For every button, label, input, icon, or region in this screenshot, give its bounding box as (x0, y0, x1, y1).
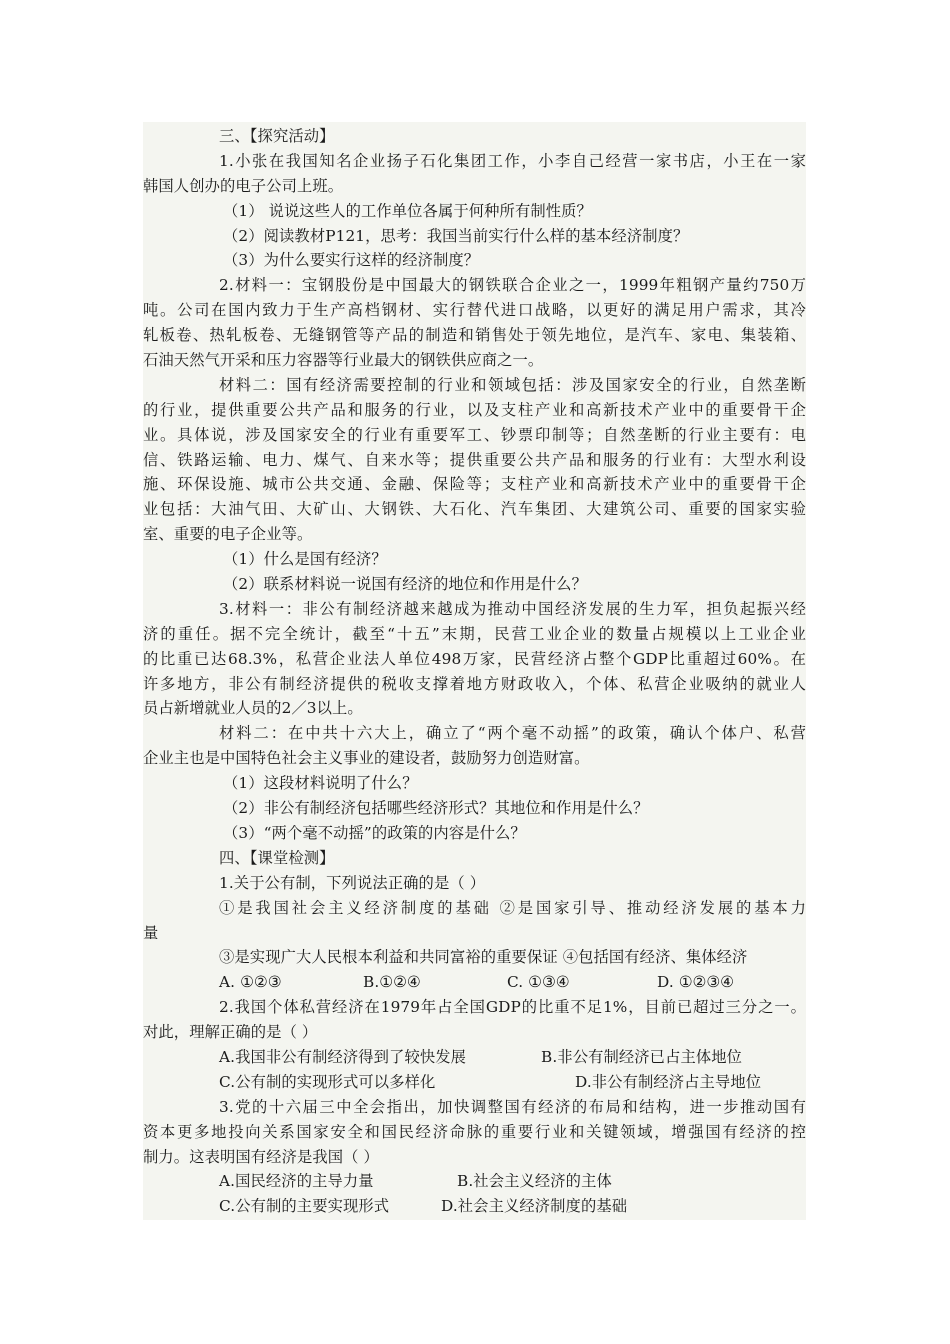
material-text: 济的重任。据不完全统计，截至“十五”末期，民营工业企业的数量占规模以上工业企业 (143, 624, 806, 643)
sub-question: （2）非公有制经济包括哪些经济形式？其地位和作用是什么？ (223, 799, 649, 818)
question-stem: 2.我国个体私营经济在1979年占全国GDP的比重不足1%，目前已超过三分之一。 (219, 998, 806, 1017)
options-row (143, 1169, 806, 1194)
material-text: 石油天然气开采和压力容器等行业最大的钢铁供应商之一。 (143, 351, 544, 370)
sub-question: （1）这段材料说明了什么？ (223, 774, 418, 793)
question-stem: 对此，理解正确的是（ ） (143, 1023, 318, 1042)
option-a[interactable]: A.我国非公有制经济得到了较快发展 (219, 1047, 467, 1066)
options-row (143, 1070, 806, 1095)
option-d[interactable]: D.社会主义经济制度的基础 (441, 1197, 628, 1216)
sub-question: （1） 说说这些人的工作单位各属于何种所有制性质？ (223, 201, 592, 220)
material-text: 材料二：在中共十六大上，确立了“两个毫不动摇”的政策，确认个体户、私营 (219, 724, 806, 743)
sub-question: （3）为什么要实行这样的经济制度？ (223, 251, 480, 270)
question-stem: 资本更多地投向关系国家安全和国民经济命脉的重要行业和关键领域，增强国有经济的控 (143, 1122, 806, 1141)
material-text: 2.材料一：宝钢股份是中国最大的钢铁联合企业之一，1999年粗钢产量约750万 (219, 276, 806, 295)
material-text: 材料二：国有经济需要控制的行业和领域包括：涉及国家安全的行业，自然垄断 (219, 375, 806, 394)
material-text: 轧板卷、热轧板卷、无缝钢管等产品的制造和销售处于领先地位，是汽车、家电、集装箱、 (143, 326, 806, 345)
question-stem: 1.关于公有制，下列说法正确的是（ ） (219, 873, 486, 892)
option-c[interactable]: C.公有制的实现形式可以多样化 (219, 1072, 436, 1091)
option-b[interactable]: B.非公有制经济已占主体地位 (541, 1047, 743, 1066)
material-text: 员占新增就业人员的2／3以上。 (143, 699, 363, 718)
material-text: 许多地方，非公有制经济提供的税收支撑着地方财政收入，个体、私营企业吸纳的就业人 (143, 674, 806, 693)
sub-question: （2）阅读教材P121，思考：我国当前实行什么样的基本经济制度？ (223, 226, 689, 245)
option-c[interactable]: C. ①③④ (507, 973, 570, 992)
option-b[interactable]: B.①②④ (363, 973, 421, 992)
material-text: 3.材料一：非公有制经济越来越成为推动中国经济发展的生力军，担负起振兴经 (219, 599, 806, 618)
material-text: 企业主也是中国特色社会主义事业的建设者，鼓励努力创造财富。 (143, 749, 590, 768)
material-text: 施、环保设施、城市公共交通、金融、保险等；支柱产业和高新技术产业中的重要骨干企 (143, 475, 806, 494)
statement-text: ③是实现广大人民根本利益和共同富裕的重要保证 ④包括国有经济、集体经济 (219, 948, 748, 967)
section-heading-explore: 三、【探究活动】 (219, 127, 335, 145)
sub-question: （2）联系材料说一说国有经济的地位和作用是什么？ (223, 575, 587, 594)
option-b[interactable]: B.社会主义经济的主体 (457, 1172, 612, 1191)
options-row (143, 970, 806, 995)
question-text: 韩国人创办的电子公司上班。 (143, 176, 344, 195)
material-text: 室、重要的电子企业等。 (143, 525, 313, 544)
document-page (143, 122, 806, 1220)
option-c[interactable]: C.公有制的主要实现形式 (219, 1197, 390, 1216)
material-text: 业包括：大油气田、大矿山、大钢铁、大石化、汽车集团、大建筑公司、重要的国家实验 (143, 500, 806, 519)
material-text: 的比重已达68.3%，私营企业法人单位498万家，民营经济占整个GDP比重超过60%。在 (143, 649, 806, 668)
material-text: 信、铁路运输、电力、煤气、自来水等；提供重要公共产品和服务的行业有：大型水利设 (143, 450, 806, 469)
statement-text: 量 (143, 923, 159, 942)
material-text: 业。具体说，涉及国家安全的行业有重要军工、钞票印制等；自然垄断的行业主要有：电 (143, 425, 806, 444)
option-a[interactable]: A. ①②③ (219, 973, 282, 992)
question-stem: 制力。这表明国有经济是我国（ ） (143, 1147, 379, 1166)
question-text: 1.小张在我国知名企业扬子石化集团工作，小李自己经营一家书店，小王在一家 (219, 151, 806, 170)
statement-text: ①是我国社会主义经济制度的基础 ②是国家引导、推动经济发展的基本力 (219, 898, 806, 917)
question-stem: 3.党的十六届三中全会指出，加快调整国有经济的布局和结构，进一步推动国有 (219, 1097, 806, 1116)
option-a[interactable]: A.国民经济的主导力量 (219, 1172, 374, 1191)
options-row (143, 1194, 806, 1219)
material-text: 吨。公司在国内致力于生产高档钢材、实行替代进口战略，以更好的满足用户需求，其冷 (143, 301, 806, 320)
option-d[interactable]: D.非公有制经济占主导地位 (575, 1072, 762, 1091)
section-heading-test: 四、【课堂检测】 (219, 848, 335, 867)
sub-question: （1）什么是国有经济？ (223, 550, 387, 569)
material-text: 的行业，提供重要公共产品和服务的行业，以及支柱产业和高新技术产业中的重要骨干企 (143, 400, 806, 419)
options-row (143, 1045, 806, 1070)
option-d[interactable]: D. ①②③④ (657, 973, 734, 992)
sub-question: （3）“两个毫不动摇”的政策的内容是什么？ (223, 823, 526, 842)
